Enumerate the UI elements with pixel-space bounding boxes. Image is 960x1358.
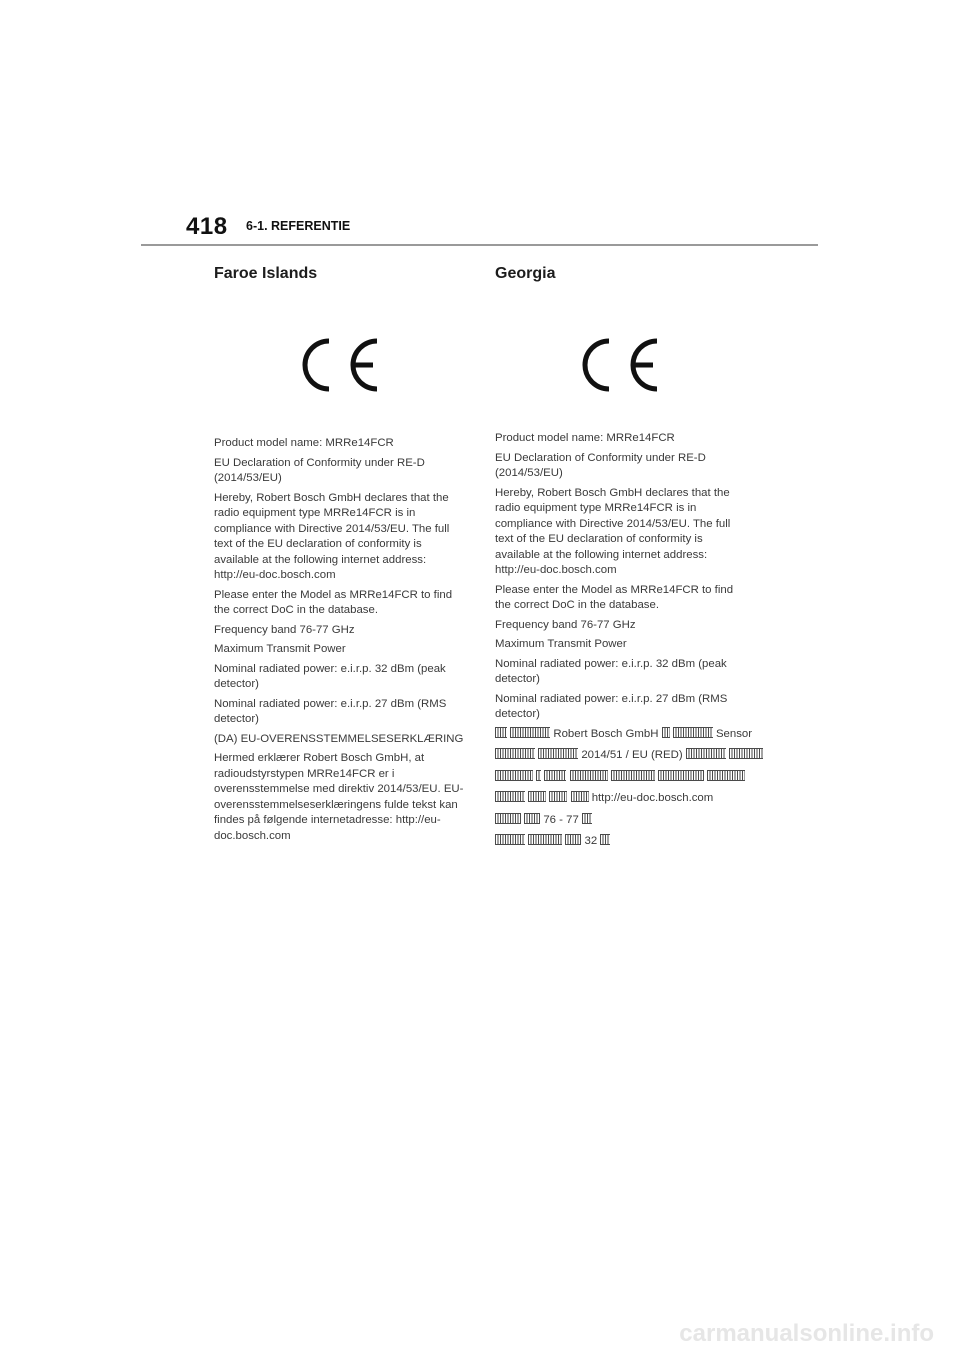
unrendered-glyphs (549, 791, 567, 802)
unrendered-glyphs (544, 770, 566, 781)
faroe-islands-section (214, 264, 466, 848)
paragraph: Hermed erklærer Robert Bosch GmbH, at radioudstyrstypen MRRe14FCR er i overensstemmelse med direktiv 2014/53/EU. EU-overensstemmelseserklæringens fulde tekst kan findes på følgende internetadresse: http://eu-doc.bosch.com (214, 752, 464, 842)
paragraph: Nominal radiated power: e.i.r.p. 27 dBm (RMS detector) (495, 692, 728, 720)
paragraph: Product model name: MRRe14FCR (214, 437, 394, 449)
paragraph: Hereby, Robert Bosch GmbH declares that the radio equipment type MRRe14FCR is in compliance with Directive 2014/53/EU. The full text of the EU declaration of conformity is available at the following internet address: http://eu-doc.bosch.com (495, 486, 731, 576)
unrendered-glyphs (536, 770, 541, 781)
inline-text: 76 - 77 (543, 813, 579, 826)
paragraph: Please enter the Model as MRRe14FCR to find the correct DoC in the database. (214, 588, 453, 616)
unrendered-glyphs (582, 813, 592, 824)
paragraph: Hereby, Robert Bosch GmbH declares that the radio equipment type MRRe14FCR is in compliance with Directive 2014/53/EU. The full text of the EU declaration of conformity is available at the following internet address: http://eu-doc.bosch.com (214, 491, 450, 581)
georgian-line (495, 727, 753, 743)
unrendered-glyphs (495, 791, 525, 802)
paragraph: Nominal radiated power: e.i.r.p. 32 dBm (peak detector) (214, 662, 446, 690)
paragraph: Nominal radiated power: e.i.r.p. 27 dBm (RMS detector) (214, 697, 447, 725)
inline-text: 2014/51 / EU (RED) (581, 749, 683, 761)
georgian-line (495, 813, 747, 829)
unrendered-glyphs (707, 770, 745, 781)
inline-text: http://eu-doc.bosch.com (591, 792, 714, 804)
unrendered-glyphs (570, 770, 608, 781)
georgian-line (495, 748, 747, 764)
unrendered-glyphs (524, 813, 540, 824)
paragraph: Product model name: MRRe14FCR (495, 432, 675, 444)
unrendered-glyphs (528, 791, 546, 802)
inline-text: Robert Bosch GmbH (553, 727, 659, 740)
paragraph: EU Declaration of Conformity under RE-D (2014/53/EU) (214, 456, 425, 484)
unrendered-glyphs (673, 727, 713, 738)
site-watermark: carmanualsonline.info (679, 1320, 934, 1347)
unrendered-glyphs (495, 770, 533, 781)
unrendered-glyphs (686, 748, 726, 759)
georgian-line (495, 791, 747, 807)
unrendered-glyphs (571, 791, 589, 802)
unrendered-glyphs (510, 727, 550, 738)
inline-text: Sensor (715, 727, 753, 740)
unrendered-glyphs (538, 748, 578, 759)
unrendered-glyphs (565, 834, 581, 845)
georgian-line (495, 770, 747, 786)
unrendered-glyphs (611, 770, 655, 781)
unrendered-glyphs (662, 727, 670, 738)
unrendered-glyphs (495, 748, 535, 759)
unrendered-glyphs (495, 727, 507, 738)
paragraph: Frequency band 76-77 GHz (495, 618, 636, 631)
declaration-text (214, 436, 466, 844)
paragraph: Maximum Transmit Power (495, 638, 627, 650)
georgian-line (495, 834, 747, 850)
country-heading: Georgia (495, 265, 556, 282)
paragraph: (DA) EU-OVERENSSTEMMELSESERKLÆRING (214, 732, 464, 745)
ce-mark-icon (577, 336, 661, 394)
page-number: 418 (186, 213, 228, 240)
unrendered-glyphs (658, 770, 704, 781)
header-divider (141, 244, 818, 246)
paragraph: Please enter the Model as MRRe14FCR to find the correct DoC in the database. (495, 583, 734, 611)
country-heading: Faroe Islands (214, 265, 318, 282)
paragraph: Nominal radiated power: e.i.r.p. 32 dBm (peak detector) (495, 657, 727, 685)
declaration-text (495, 431, 753, 850)
unrendered-glyphs (495, 813, 521, 824)
unrendered-glyphs (495, 834, 525, 845)
georgia-section (495, 264, 753, 856)
unrendered-glyphs (600, 834, 610, 845)
paragraph: EU Declaration of Conformity under RE-D (2014/53/EU) (495, 451, 706, 479)
section-title: 6-1. REFERENTIE (246, 219, 351, 233)
ce-mark-icon (297, 336, 381, 394)
paragraph: Frequency band 76-77 GHz (214, 623, 355, 636)
inline-text: 32 (584, 835, 598, 847)
unrendered-glyphs (528, 834, 562, 845)
paragraph: Maximum Transmit Power (214, 643, 346, 655)
unrendered-glyphs (729, 748, 763, 759)
